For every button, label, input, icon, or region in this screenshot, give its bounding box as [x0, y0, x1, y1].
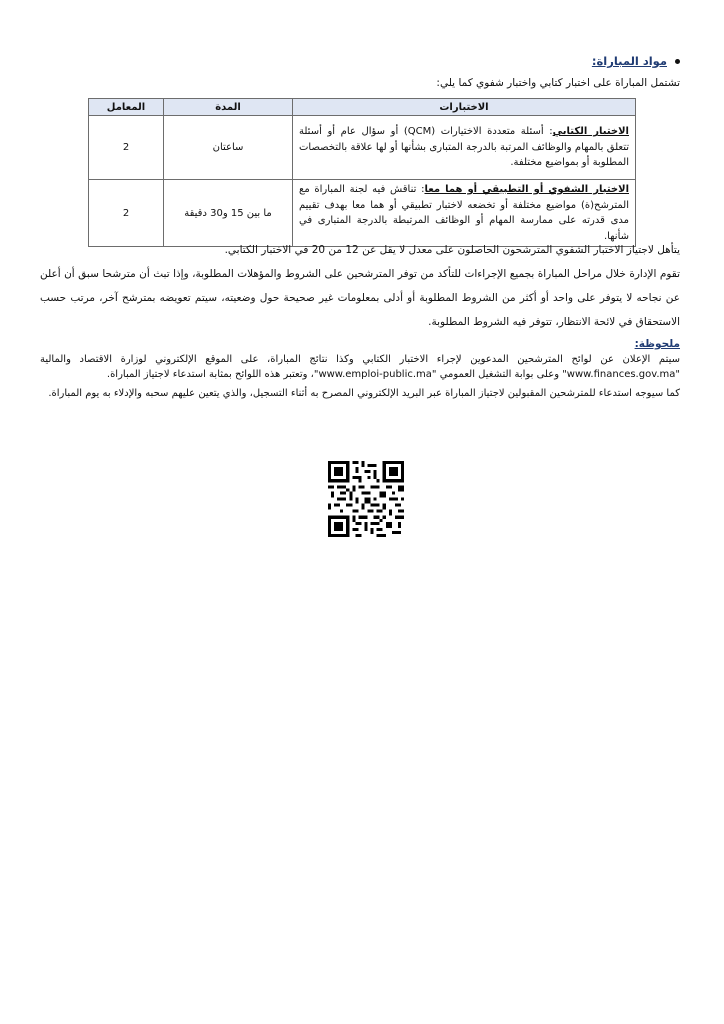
- note-body-results: سيتم الإعلان عن لوائح المترشحين المدعوين لإجراء الاختبار الكتابي وكذا نتائج المباراة، على الموقع الإلكتروني لوزارة الاقتصاد والمالية "www.finances.gov.ma" وعلى بوابة التشغيل العمومي "www.emploi-public.ma"، وتعتبر هذه اللوائح بمثابة استدعاء لاجتياز المباراة.: [40, 354, 680, 380]
- exam-description-cell: [293, 180, 636, 247]
- bullet-icon: [675, 59, 680, 64]
- section-intro: تشتمل المباراة على اختبار كتابي واختبار شفوي كما يلي:: [436, 77, 680, 89]
- qr-code-icon: [328, 460, 404, 538]
- header-coefficient: المعامل: [89, 99, 164, 116]
- exam-duration: ساعتان: [164, 116, 293, 180]
- header-duration: المدة: [164, 99, 293, 116]
- exam-coefficient: 2: [89, 116, 164, 180]
- header-tests: الاختبارات: [293, 99, 636, 116]
- exam-description-cell: [293, 116, 636, 180]
- oral-eligibility-paragraph: يتأهل لاجتياز الاختبار الشفوي المترشحون الحاصلون على معدل لا يقل عن 12 من 20 في الاختبار الكتابي.: [224, 244, 680, 256]
- exams-table: [88, 98, 636, 247]
- section-heading: مواد المباراة:: [591, 54, 667, 68]
- exam-name: الاختبار الشفوي أو التطبيقي أو هما معا: [424, 184, 629, 195]
- table-row: [89, 180, 636, 247]
- note-title: ملحوظة:: [634, 338, 680, 350]
- exam-description: : تناقش فيه لجنة المباراة مع المترشح(ة) مواضيع مختلفة أو تخضعه لاختبار تطبيقي أو هما معا بهدف تقييم مدى قدرته على ممارسة المهام أو الوظائف المرتبطة بالدرجة المتبارى في شأنها.: [299, 184, 629, 242]
- exam-name: الاختبار الكتابي: [552, 126, 629, 138]
- exam-coefficient: 2: [89, 180, 164, 247]
- section-heading-row: [40, 52, 680, 70]
- administration-paragraph: تقوم الإدارة خلال مراحل المباراة بجميع الإجراءات للتأكد من توفر المترشحين على الشروط والمؤهلات المطلوبة، وإذا تبث أن مترشحا سبق أن أعلن عن نجاحه لا يتوفر على واحد أو أكثر من الشروط المطلوبة أو أدلى بمعلومات غير صحيحة حول وضعيته، سيتم تعويضه بمترشح آخر، مرتب حسب الاستحقاق في لائحة الانتظار، تتوفر فيه الشروط المطلوبة.: [40, 268, 680, 328]
- exam-duration: ما بين 15 و30 دقيقة: [164, 180, 293, 247]
- table-header-row: [89, 99, 636, 116]
- exam-description: : أسئلة متعددة الاختيارات (QCM) أو سؤال عام أو أسئلة تتعلق بالمهام والوظائف المرتبة بالدرجة المتبارى بشأنها أو لها علاقة بالتخصصات المطلوبة أو بمواضيع مختلفة.: [299, 126, 629, 169]
- table-row: [89, 116, 636, 180]
- note-body-convocation: كما سيوجه استدعاء للمترشحين المقبولين لاجتياز المباراة عبر البريد الإلكتروني المصرح به أثناء التسجيل، والذي يتعين عليهم سحبه والإدلاء به يوم المباراة.: [48, 388, 680, 399]
